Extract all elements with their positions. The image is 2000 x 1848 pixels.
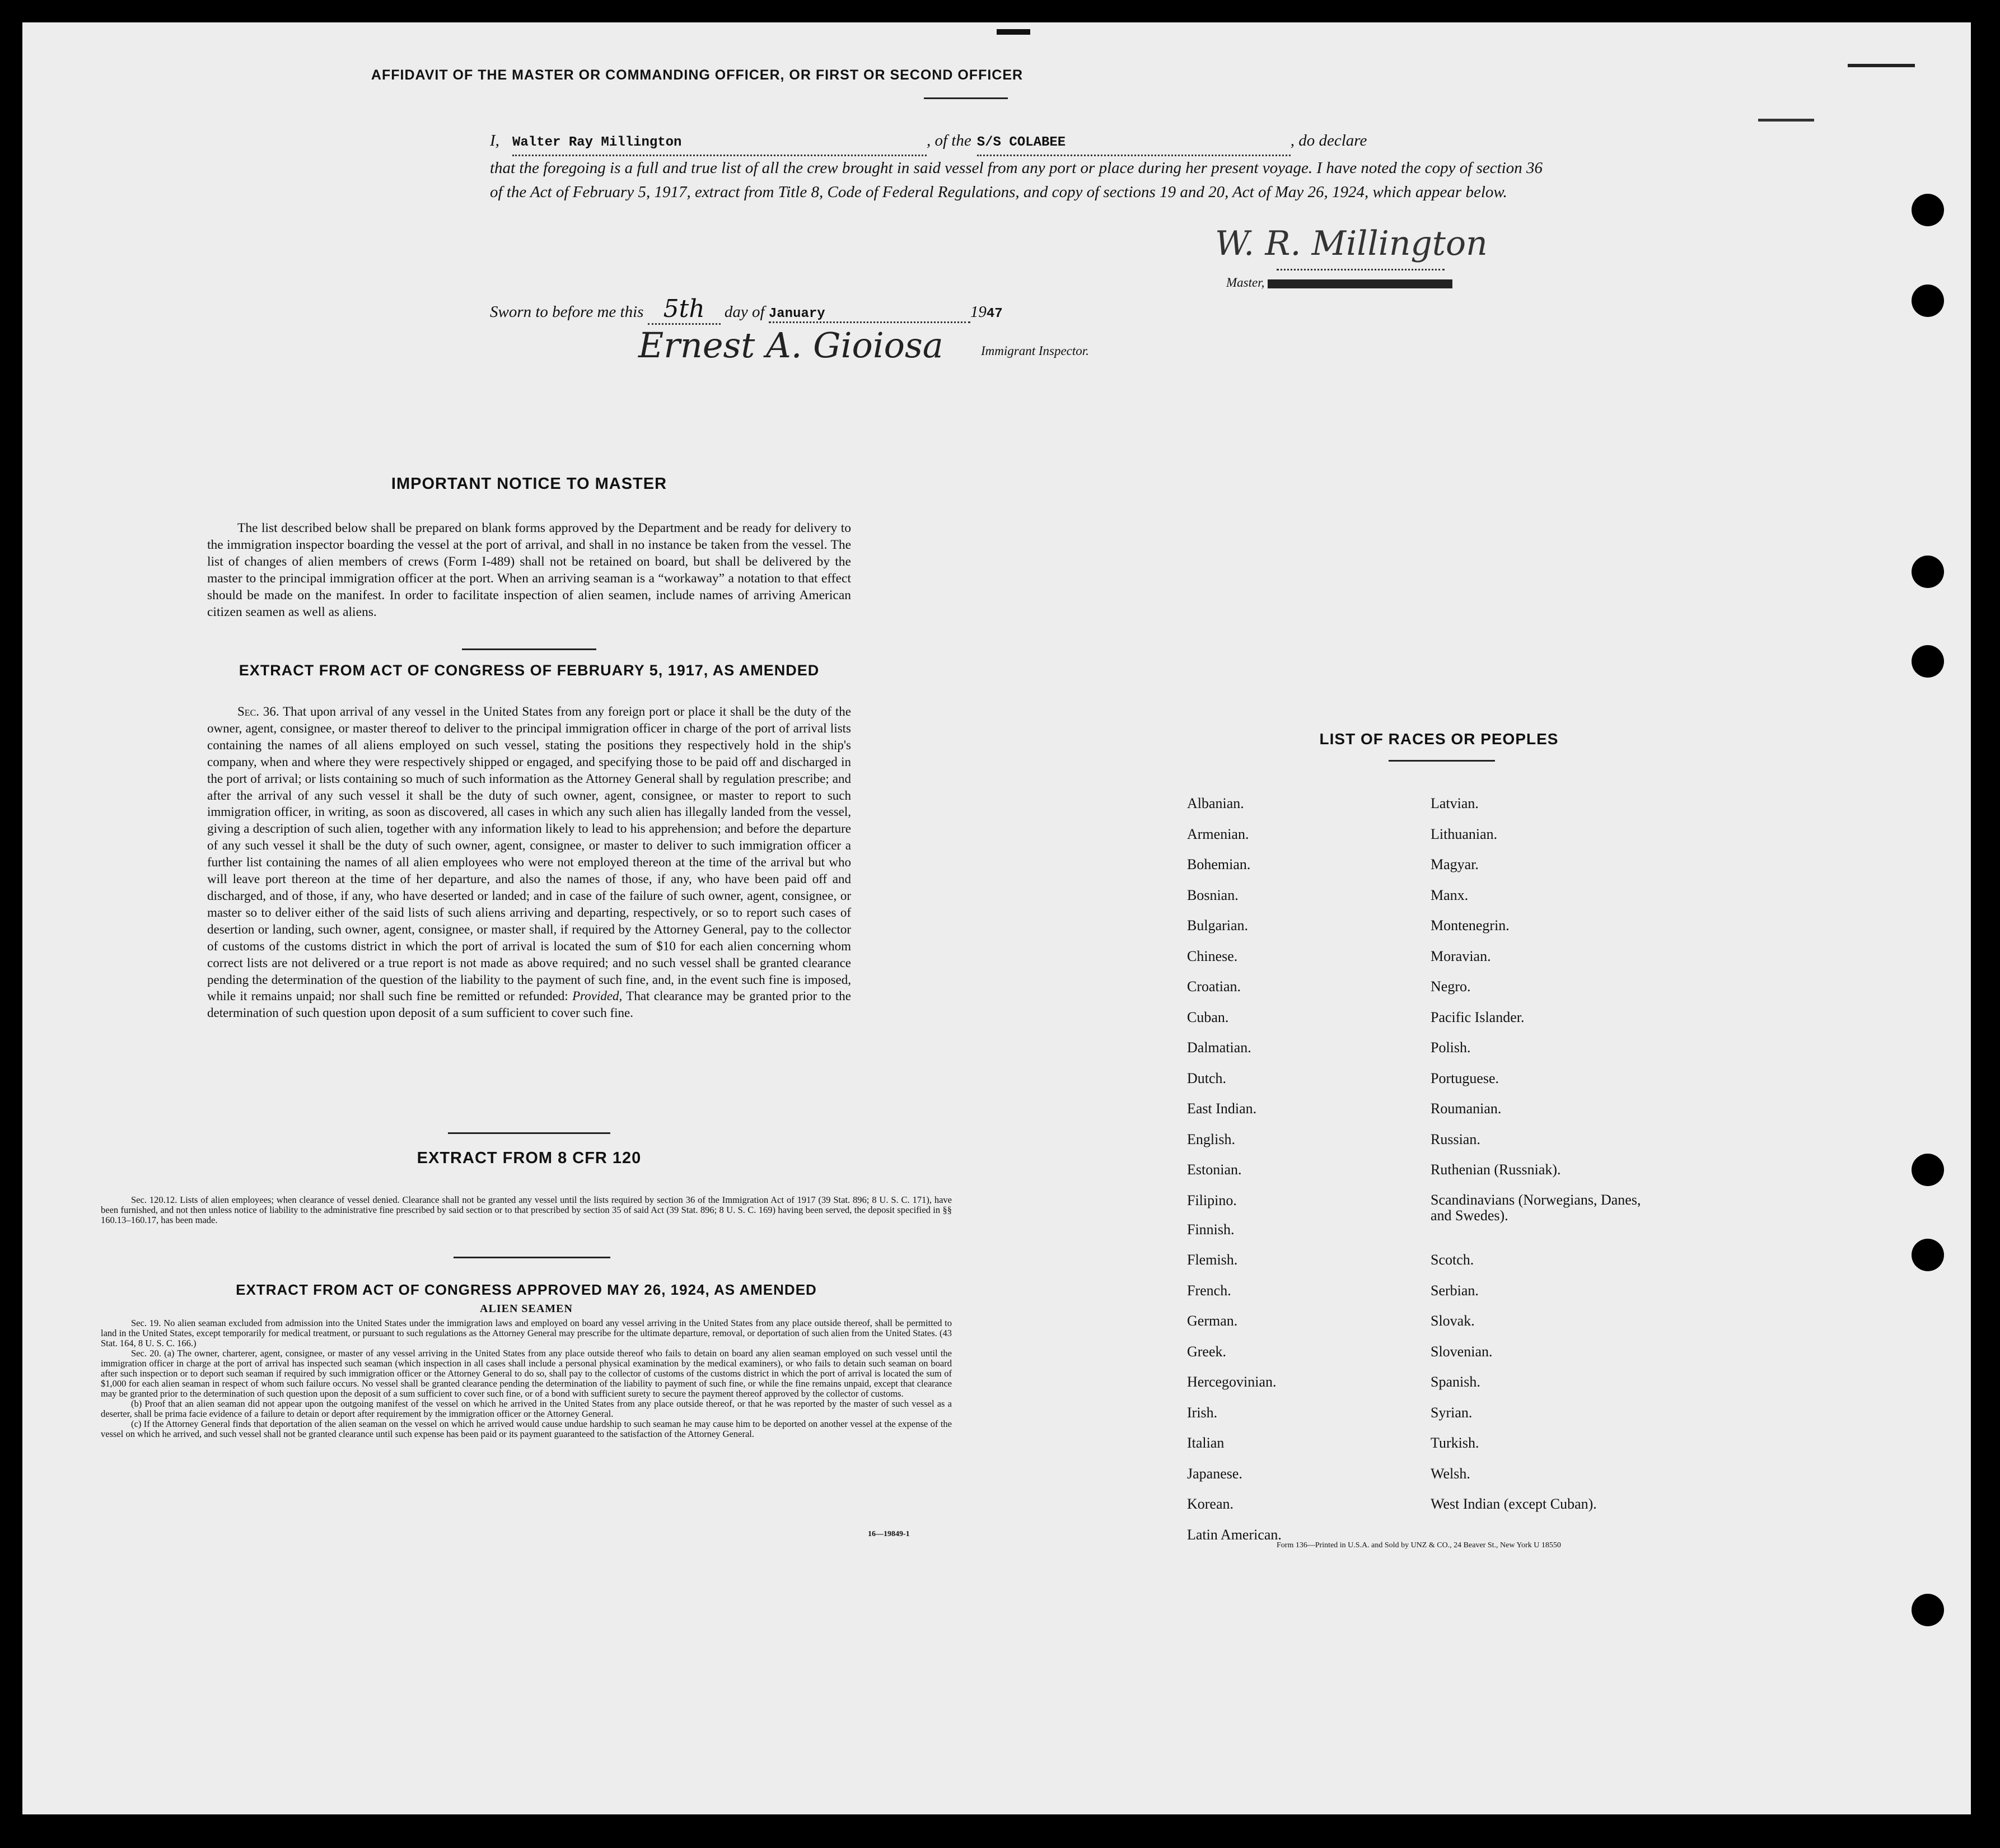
race-row bbox=[1187, 1496, 1747, 1527]
section-36-text: That upon arrival of any vessel in the United States from any foreign port or place it shall be the duty of the owner, agent, consignee, or master thereof to deliver to the principal immigration officer in charge of the port of arrival lists containing the names of all aliens employed on such vessel, stating the positions they respectively hold in the ship's company, when and where they were respectively shipped or engaged, and specifying those to be paid off and discharged in the port of arrival; or lists containing so much of such information as the Attorney General shall by regulation prescribe; and after the arrival of any such vessel it shall be the duty of such owner, agent, consignee, or master to report to such immigration officer, in writing, as soon as discovered, all cases in which any such alien has illegally landed from the vessel, giving a description of such alien, together with any information likely to lead to his apprehension; and before the departure of any such vessel it shall be the duty of such owner, agent, consignee, or master to deliver to such immigration officer a further list containing the names of all alien employees who were not employed thereon at the time of the arrival but who will leave port thereon at the time of her departure, and also the names of those, if any, who have been paid off and discharged, and of those, if any, who have deserted or landed; and in case of the failure of such owner, agent, consignee, or master so to deliver either of the said lists of such aliens arriving and departing, respectively, or so to report such cases of desertion or landing, such owner, agent, consignee, or master shall, if required by the Attorney General, pay to the collector of customs of the customs district in which the port of arrival is located the sum of $10 for each alien concerning whom correct lists are not delivered or a true report is not made as above required; and no such vessel shall be granted clearance pending the determination of the question of the liability to the payment of such fine, and, in the event such fine is imposed, while it remains unpaid; nor shall such fine be remitted or refunded: bbox=[207, 704, 851, 1004]
inspector-signature: Ernest A. Gioiosa bbox=[638, 325, 943, 366]
race-row bbox=[1187, 948, 1747, 979]
race-row bbox=[1187, 1343, 1747, 1374]
section-20a-text: Sec. 20. (a) The owner, charterer, agent, consignee, or master of any vessel arriving in the United States from any place outside thereof who fails to detain on board any alien seaman employed on such vessel until the immigration officer in charge at the port of arrival has inspected such seaman (which inspection in all cases shall include a personal physical examination by the medical examiners), or who fails to detain such seaman on board after such inspection or to deport such seaman if required by such immigration officer or the Attorney General to do so, shall pay to the collector of customs of the customs district in which the port of arrival is located the sum of $1,000 for each alien seaman in respect of whom such failure occurs. No vessel shall be granted clearance pending the determination of the liability to payment of such fine, or while the fine remains unpaid, except that clearance may be granted prior to the determination of such question upon the deposit of a sum sufficient to cover such fine, or of a bond with sufficient surety to secure the payment thereof approved by the collector of customs. bbox=[101, 1348, 952, 1399]
section-19-text: Sec. 19. No alien seaman excluded from admission into the United States under the immigration laws and employed on board any vessel arriving in the United States from any place outside thereof, shall be permitted to land in the United States, except temporarily for medical treatment, or pursuant to such regulations as the Attorney General may prescribe for the ultimate departure, removal, or deportation of such alien from the United States. (43 Stat. 164, 8 U. S. C. 166.) bbox=[101, 1318, 952, 1348]
notice-title: IMPORTANT NOTICE TO MASTER bbox=[391, 475, 667, 493]
punch-hole bbox=[1912, 1594, 1944, 1626]
race-left: Korean. bbox=[1187, 1496, 1234, 1512]
race-right: West Indian (except Cuban). bbox=[1431, 1496, 1597, 1512]
race-left: Bosnian. bbox=[1187, 886, 1239, 903]
year-prefix: 19 bbox=[970, 303, 987, 321]
punch-hole bbox=[1912, 1239, 1944, 1271]
race-row bbox=[1187, 1070, 1747, 1101]
document-page bbox=[22, 22, 1971, 1814]
provided-label: Provided, bbox=[572, 989, 623, 1004]
race-left: East Indian. bbox=[1187, 1100, 1257, 1117]
race-left: Hercegovinian. bbox=[1187, 1374, 1277, 1390]
race-left: Cuban. bbox=[1187, 1009, 1229, 1025]
race-left: Italian bbox=[1187, 1435, 1225, 1451]
race-row bbox=[1187, 795, 1747, 826]
affidavit-statement bbox=[490, 129, 1543, 204]
race-right: Welsh. bbox=[1431, 1465, 1470, 1482]
section-36-label: Sec. 36. bbox=[237, 704, 279, 718]
punch-hole bbox=[1912, 645, 1944, 678]
signature-line bbox=[1277, 269, 1445, 270]
race-row bbox=[1187, 1435, 1747, 1466]
struck-out-text bbox=[1268, 279, 1452, 288]
race-left: Albanian. bbox=[1187, 795, 1244, 811]
race-right: Ruthenian (Russniak). bbox=[1431, 1161, 1561, 1178]
race-row bbox=[1187, 1131, 1747, 1162]
race-left: Finnish. bbox=[1187, 1221, 1235, 1238]
cfr-body: Sec. 120.12. Lists of alien employees; when clearance of vessel denied. Clearance shall not be granted any vessel until the lists required by section 36 of the Immigration Act of 1917 (39 Stat. 896; 8 U. S. C. 171), have been furnished, and not then unless notice of liability to the administrative fine prescribed by said section or to that prescribed by section 35 of said Act (39 Stat. 896; 8 U. S. C. 169) having been served, the deposit specified in §§ 160.13–160.17, has been made. bbox=[101, 1194, 952, 1225]
punch-hole bbox=[1912, 556, 1944, 588]
race-right: Serbian. bbox=[1431, 1282, 1479, 1299]
punch-hole bbox=[1912, 284, 1944, 317]
race-row bbox=[1187, 826, 1747, 857]
punch-hole bbox=[1912, 194, 1944, 226]
race-right: Slovenian. bbox=[1431, 1343, 1493, 1360]
race-left: Bulgarian. bbox=[1187, 917, 1249, 934]
act-1917-body bbox=[207, 703, 851, 1021]
race-left: Dutch. bbox=[1187, 1070, 1227, 1086]
race-right: Polish. bbox=[1431, 1039, 1471, 1056]
race-row bbox=[1187, 978, 1747, 1009]
race-left: Chinese. bbox=[1187, 948, 1238, 964]
race-row bbox=[1187, 887, 1747, 918]
race-right: Lithuanian. bbox=[1431, 825, 1498, 842]
race-left: Filipino. bbox=[1187, 1192, 1237, 1208]
race-left: Greek. bbox=[1187, 1343, 1227, 1360]
race-left: French. bbox=[1187, 1282, 1231, 1299]
race-right: Moravian. bbox=[1431, 948, 1491, 964]
inspector-label: Immigrant Inspector. bbox=[981, 344, 1089, 358]
race-right: Turkish. bbox=[1431, 1435, 1479, 1451]
race-row bbox=[1187, 856, 1747, 887]
form-code: 16—19849-1 bbox=[868, 1530, 910, 1538]
declaration-line bbox=[490, 129, 1543, 156]
affidavit-title: AFFIDAVIT OF THE MASTER OR COMMANDING OFFICER, OR FIRST OR SECOND OFFICER bbox=[371, 67, 1024, 83]
race-row bbox=[1187, 1282, 1747, 1313]
printer-imprint: Form 136—Printed in U.S.A. and Sold by UNZ & CO., 24 Beaver St., New York U 18550 bbox=[1277, 1541, 1561, 1550]
race-row bbox=[1187, 1252, 1747, 1282]
cfr-divider bbox=[454, 1257, 610, 1258]
race-row bbox=[1187, 1161, 1747, 1192]
act-1924-title: EXTRACT FROM ACT OF CONGRESS APPROVED MAY 26, 1924, AS AMENDED bbox=[236, 1281, 817, 1298]
ink-speck bbox=[1848, 64, 1915, 67]
master-signature: W. R. Millington bbox=[1215, 224, 1488, 263]
race-left: Irish. bbox=[1187, 1404, 1218, 1421]
race-row bbox=[1187, 917, 1747, 948]
cfr-title: EXTRACT FROM 8 CFR 120 bbox=[417, 1149, 642, 1167]
act-1917-title: EXTRACT FROM ACT OF CONGRESS OF FEBRUARY 5, 1917, AS AMENDED bbox=[239, 662, 820, 679]
section-20c-text: (c) If the Attorney General finds that deportation of the alien seaman on the vessel on which he arrived would cause undue hardship to such seaman he may cause him to be deported on another vessel at the expense of the vessel on which he arrived, and such vessel shall not be granted clearance until such expense has been paid or its payment guaranteed to the satisfaction of the Attorney General. bbox=[101, 1418, 952, 1439]
race-right: Montenegrin. bbox=[1431, 917, 1510, 934]
race-row bbox=[1187, 1404, 1747, 1435]
race-right: Scandinavians (Norwegians, Danes, and Swedes). bbox=[1431, 1191, 1641, 1224]
master-label bbox=[1226, 276, 1452, 290]
vessel-name-field: S/S COLABEE bbox=[977, 130, 1291, 156]
race-left: English. bbox=[1187, 1131, 1235, 1147]
race-row bbox=[1187, 1466, 1747, 1496]
race-right: Spanish. bbox=[1431, 1374, 1480, 1390]
ink-speck bbox=[997, 29, 1030, 35]
races-divider bbox=[1389, 760, 1495, 762]
race-right: Russian. bbox=[1431, 1131, 1480, 1147]
race-right: Syrian. bbox=[1431, 1404, 1473, 1421]
year-field: 47 bbox=[986, 306, 1003, 321]
title-divider bbox=[924, 97, 1008, 99]
race-row bbox=[1187, 1221, 1747, 1252]
race-row bbox=[1187, 1009, 1747, 1040]
race-right: Magyar. bbox=[1431, 856, 1479, 872]
race-left: Flemish. bbox=[1187, 1252, 1238, 1268]
races-list bbox=[1187, 795, 1747, 1557]
act-1924-subtitle: ALIEN SEAMEN bbox=[480, 1303, 573, 1315]
race-row bbox=[1187, 1191, 1747, 1224]
race-left: Dalmatian. bbox=[1187, 1039, 1251, 1056]
race-right: Portuguese. bbox=[1431, 1070, 1499, 1086]
race-right: Manx. bbox=[1431, 886, 1469, 903]
race-row bbox=[1187, 1313, 1747, 1343]
race-left: Latin American. bbox=[1187, 1526, 1282, 1543]
punch-hole bbox=[1912, 1154, 1944, 1186]
do-declare-label: , do declare bbox=[1290, 132, 1367, 150]
affidavit-body: that the foregoing is a full and true list of all the crew brought in said vessel from any port or place during her present voyage. I have noted the copy of section 36 of the Act of February 5, 1917, extract from Title 8, Code of Federal Regulations, and copy of sections 19 and 20, Act of May 26, 1924, which appear below. bbox=[490, 159, 1543, 201]
master-name-field: Walter Ray Millington bbox=[512, 130, 927, 156]
ink-speck bbox=[1758, 119, 1814, 122]
race-left: Croatian. bbox=[1187, 978, 1241, 995]
section-36-proviso: That clearance may be granted prior to the determination of such question upon deposit of a sum sufficient to cover such fine. bbox=[207, 989, 851, 1020]
race-row bbox=[1187, 1100, 1747, 1131]
race-right: Roumanian. bbox=[1431, 1100, 1502, 1117]
race-left: Armenian. bbox=[1187, 825, 1249, 842]
races-title: LIST OF RACES OR PEOPLES bbox=[1319, 730, 1559, 748]
declarant-prefix: I, bbox=[490, 132, 499, 150]
race-right: Negro. bbox=[1431, 978, 1471, 995]
day-field: 5th bbox=[648, 295, 721, 325]
race-row bbox=[1187, 1374, 1747, 1404]
race-left: Japanese. bbox=[1187, 1465, 1242, 1482]
race-right: Slovak. bbox=[1431, 1313, 1475, 1329]
of-the-label: , of the bbox=[927, 132, 971, 150]
day-of-label: day of bbox=[724, 303, 765, 321]
master-title: Master, bbox=[1226, 276, 1265, 290]
race-right: Pacific Islander. bbox=[1431, 1009, 1525, 1025]
notice-divider bbox=[462, 648, 596, 650]
sworn-line bbox=[490, 295, 1003, 325]
race-left: German. bbox=[1187, 1313, 1238, 1329]
notice-body: The list described below shall be prepared on blank forms approved by the Department and be ready for delivery to the immigration inspector boarding the vessel at the port of arrival, and shall in no instance be taken from the vessel. The list of changes of alien members of crews (Form I-489) shall not be retained on board, but shall be delivered by the master to the principal immigration officer at the port. When an arriving seaman is a “workaway” a notation to that effect should be made on the manifest. In order to facilitate inspection of alien seamen, include names of arriving American citizen seamen as well as aliens. bbox=[207, 521, 851, 619]
race-left: Bohemian. bbox=[1187, 856, 1251, 872]
month-field: January bbox=[769, 306, 970, 323]
act-1917-divider bbox=[448, 1132, 610, 1134]
race-row bbox=[1187, 1039, 1747, 1070]
section-20b-text: (b) Proof that an alien seaman did not appear upon the outgoing manifest of the vessel on which he arrived in the United States from any place outside thereof, or that he was reported by the master of such vessel as a deserter, shall be prima facie evidence of a failure to detain or deport after requirement by the immigration officer or the Attorney General. bbox=[101, 1398, 952, 1419]
race-left: Estonian. bbox=[1187, 1161, 1242, 1178]
sworn-label: Sworn to before me this bbox=[490, 303, 644, 321]
race-right: Scotch. bbox=[1431, 1252, 1474, 1268]
act-1924-body bbox=[101, 1318, 952, 1439]
race-right: Latvian. bbox=[1431, 795, 1479, 811]
